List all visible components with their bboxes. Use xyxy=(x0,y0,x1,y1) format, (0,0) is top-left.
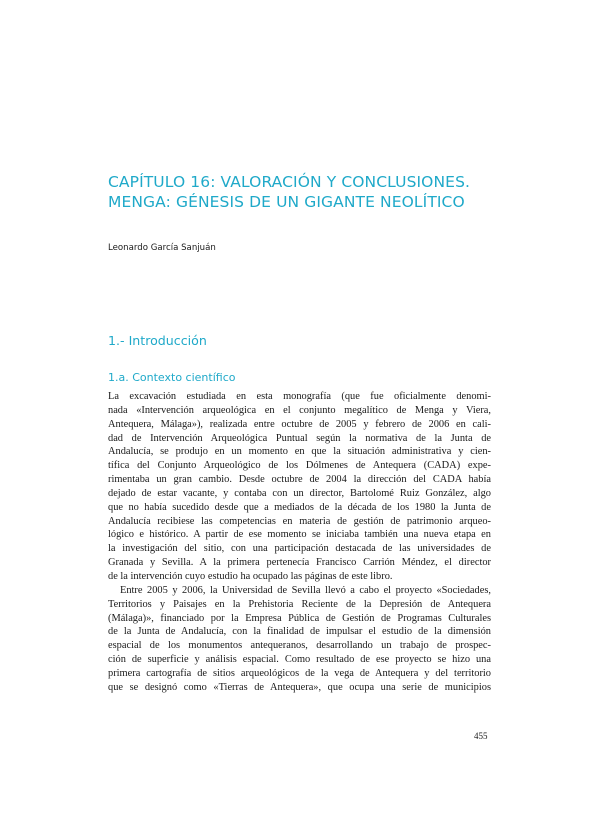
body-line: primera cartografía de sitios arqueológicos de la vega de Antequera y del territorio xyxy=(108,667,491,679)
body-line: rimentaba un gran cambio. Desde octubre de 2004 la dirección del CADA había xyxy=(108,474,491,486)
body-line: Territorios y Paisajes en la Prehistoria Reciente de la Depresión de Antequera xyxy=(108,598,491,610)
subsection-heading: 1.a. Contexto científico xyxy=(108,371,236,384)
body-line: Antequera, Málaga»), realizada entre octubre de 2005 y febrero de 2006 en cali- xyxy=(108,418,491,430)
body-line: la investigación del sitio, con una participación destacada de las universidades de xyxy=(108,543,491,555)
chapter-title-line-1: CAPÍTULO 16: VALORACIÓN Y CONCLUSIONES. xyxy=(108,173,471,191)
body-line: dad de Intervención Arqueológica Puntual según la normativa de la Junta de xyxy=(108,432,491,444)
body-line: nada «Intervención arqueológica en el conjunto megalítico de Menga y Viera, xyxy=(108,404,491,416)
page-number: 455 xyxy=(474,731,488,741)
section-heading: 1.- Introducción xyxy=(108,333,207,348)
body-line: Andalucía recibiese las competencias en materia de gestión de patrimonio arqueo- xyxy=(108,515,491,527)
body-line: ción de superficie y análisis espacial. Como resultado de ese proyecto se hizo una xyxy=(108,654,491,666)
body-line: que no había sucedido desde que a mediados de la década de los 1980 la Junta de xyxy=(108,501,491,513)
body-line: de la intervención cuyo estudio ha ocupado las páginas de este libro. xyxy=(108,570,393,582)
author-name: Leonardo García Sanjuán xyxy=(108,243,216,253)
body-line: lógico e histórico. A partir de ese momento se iniciaba también una nueva etapa en xyxy=(108,529,491,541)
body-line: Andalucía, se produjo en un momento en que la situación administrativa y cien- xyxy=(108,446,491,458)
body-line: (Málaga)», financiado por la Empresa Pública de Gestión de Programas Culturales xyxy=(108,612,491,624)
body-line: tífica del Conjunto Arqueológico de los Dólmenes de Antequera (CADA) expe- xyxy=(108,460,491,472)
body-line: que se designó como «Tierras de Antequera», que ocupa una serie de municipios xyxy=(108,681,491,693)
body-line: dejado de estar vacante, y contaba con un director, Bartolomé Ruiz González, algo xyxy=(108,487,491,499)
body-line: de la Junta de Andalucía, con la finalidad de impulsar el estudio de la dimensión xyxy=(108,626,491,638)
chapter-title-line-2: MENGA: GÉNESIS DE UN GIGANTE NEOLÍTICO xyxy=(108,193,465,211)
body-line: Granada y Sevilla. A la primera pertenecía Francisco Carrión Méndez, el director xyxy=(108,557,491,569)
body-text xyxy=(108,390,491,695)
body-line: Entre 2005 y 2006, la Universidad de Sevilla llevó a cabo el proyecto «Sociedades, xyxy=(120,584,491,596)
body-line: La excavación estudiada en esta monografía (que fue oficialmente denomi- xyxy=(108,391,491,402)
chapter-title xyxy=(108,172,528,212)
body-line: espacial de los monumentos antequeranos, desarrollando un trabajo de prospec- xyxy=(108,640,491,652)
